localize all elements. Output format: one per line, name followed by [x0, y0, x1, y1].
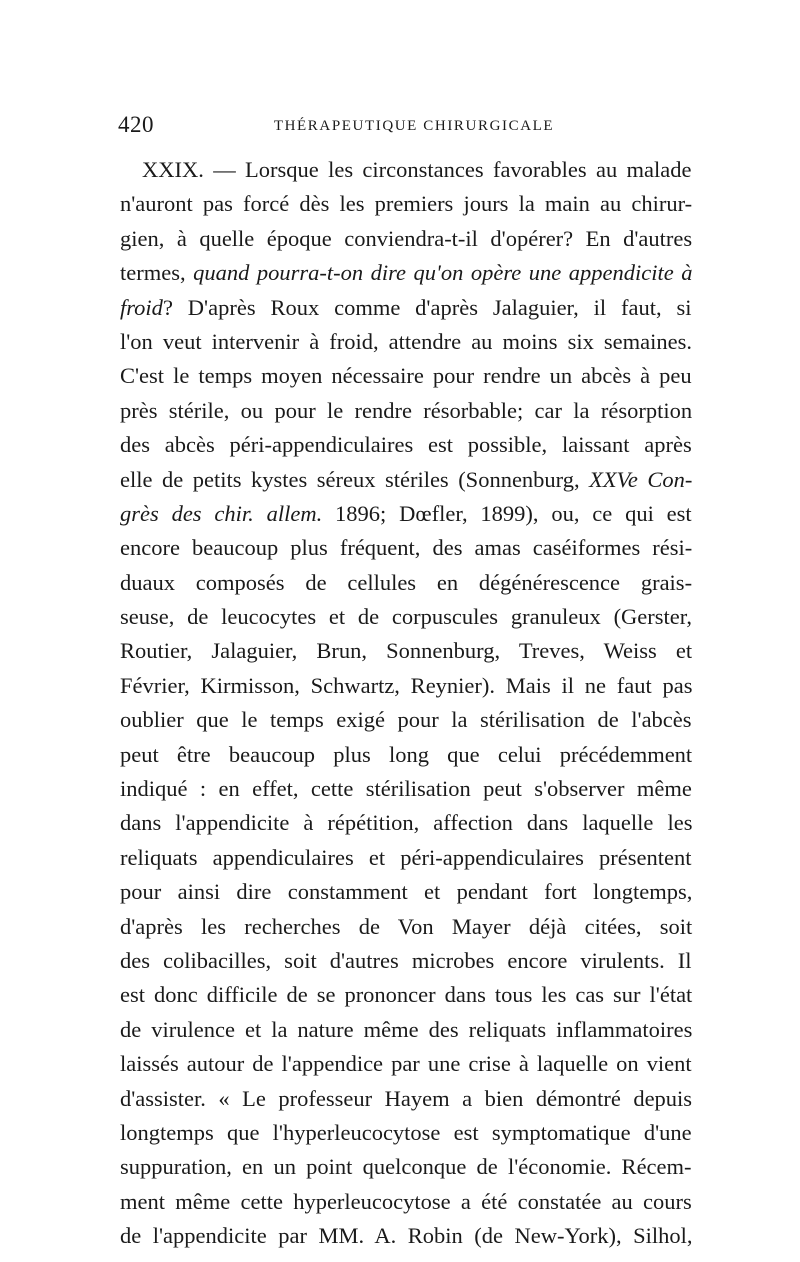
text-segment: elle de petits kystes séreux stériles (Sonnenburg,	[120, 466, 590, 492]
text-segment: duaux composés de cellules en dégénérescence grais-	[120, 569, 693, 595]
text-line	[120, 841, 692, 875]
page-number: 420	[118, 112, 154, 137]
text-line	[120, 1116, 692, 1150]
text-line	[120, 600, 692, 634]
text-line	[120, 153, 692, 187]
body-paragraph	[120, 153, 692, 1254]
text-segment: près stérile, ou pour le rendre résorbable; car la résorption	[120, 397, 693, 423]
text-segment: Routier, Jalaguier, Brun, Sonnenburg, Treves, Weiss et	[120, 638, 693, 664]
text-line	[120, 703, 692, 737]
text-line	[120, 772, 692, 806]
text-segment: termes,	[120, 260, 194, 286]
text-line	[120, 359, 692, 393]
italic-text-segment: froid	[120, 294, 163, 320]
text-line	[120, 1082, 692, 1116]
text-line	[120, 1219, 692, 1253]
text-segment: 1896; Dœfler, 1899), ou, ce qui est	[322, 500, 692, 526]
text-line	[120, 738, 692, 772]
text-segment: l'on veut intervenir à froid, attendre au moins six semaines.	[120, 328, 692, 354]
text-segment: XXIX. — Lorsque les circonstances favorables au malade	[142, 157, 692, 182]
text-segment: dans l'appendicite à répétition, affection dans laquelle les	[120, 810, 693, 836]
text-line	[120, 497, 692, 531]
running-head	[118, 112, 692, 142]
text-line	[120, 428, 692, 462]
text-line	[120, 291, 692, 325]
text-segment: suppuration, en un point quelconque de l'économie. Récem-	[120, 1154, 692, 1180]
italic-text-segment: quand pourra-t-on dire qu'on opère une appendicite à	[193, 260, 693, 286]
text-line	[120, 875, 692, 909]
text-line	[120, 566, 692, 600]
text-line	[120, 394, 692, 428]
text-segment: seuse, de leucocytes et de corpuscules granuleux (Gerster,	[120, 604, 692, 630]
text-segment: n'auront pas forcé dès les premiers jours la main au chirur-	[120, 191, 693, 217]
text-line	[120, 1150, 692, 1184]
italic-text-segment: grès des chir. allem.	[120, 500, 323, 526]
text-segment: des colibacilles, soit d'autres microbes encore virulents. Il	[120, 947, 692, 973]
text-segment: reliquats appendiculaires et péri-appendiculaires présentent	[120, 844, 692, 870]
text-line	[120, 1013, 692, 1047]
text-segment: gien, à quelle époque conviendra-t-il d'opérer? En d'autres	[120, 225, 693, 251]
text-line	[120, 806, 692, 840]
text-segment: d'après les recherches de Von Mayer déjà citées, soit	[120, 913, 693, 939]
text-segment: laissés autour de l'appendice par une crise à laquelle on vient	[120, 1051, 692, 1077]
text-segment: encore beaucoup plus fréquent, des amas caséiformes rési-	[120, 535, 693, 561]
text-segment: de virulence et la nature même des reliquats inflammatoires	[120, 1016, 693, 1042]
italic-text-segment: XXVe Con-	[589, 466, 693, 492]
text-line	[120, 1185, 692, 1219]
text-segment: des abcès péri-appendiculaires est possible, laissant après	[120, 432, 692, 458]
text-line	[120, 944, 692, 978]
text-line	[120, 325, 692, 359]
text-line	[120, 463, 692, 497]
text-segment: peut être beaucoup plus long que celui précédemment	[120, 741, 693, 767]
text-line	[120, 531, 692, 565]
text-line	[120, 256, 692, 290]
text-segment: d'assister. « Le professeur Hayem a bien démontré depuis	[120, 1085, 693, 1111]
text-segment: est donc difficile de se prononcer dans tous les cas sur l'état	[120, 982, 693, 1008]
text-line	[120, 1047, 692, 1081]
text-segment: ? D'après Roux comme d'après Jalaguier, il faut, si	[162, 294, 692, 320]
text-line	[120, 634, 692, 668]
text-segment: oublier que le temps exigé pour la stérilisation de l'abcès	[120, 707, 692, 733]
text-segment: longtemps que l'hyperleucocytose est symptomatique d'une	[120, 1119, 692, 1145]
running-title: THÉRAPEUTIQUE CHIRURGICALE	[273, 118, 555, 134]
text-line	[120, 669, 692, 703]
text-segment: indiqué : en effet, cette stérilisation peut s'observer même	[120, 776, 692, 802]
text-line	[120, 222, 692, 256]
text-segment: Février, Kirmisson, Schwartz, Reynier). Mais il ne faut pas	[120, 672, 693, 698]
text-segment: C'est le temps moyen nécessaire pour rendre un abcès à peu	[120, 363, 692, 389]
text-segment: de l'appendicite par MM. A. Robin (de New-York), Silhol,	[120, 1223, 693, 1249]
text-segment: pour ainsi dire constamment et pendant fort longtemps,	[120, 879, 693, 905]
text-line	[120, 978, 692, 1012]
text-segment: ment même cette hyperleucocytose a été constatée au cours	[120, 1188, 692, 1214]
text-line	[120, 910, 692, 944]
text-line	[120, 187, 692, 221]
